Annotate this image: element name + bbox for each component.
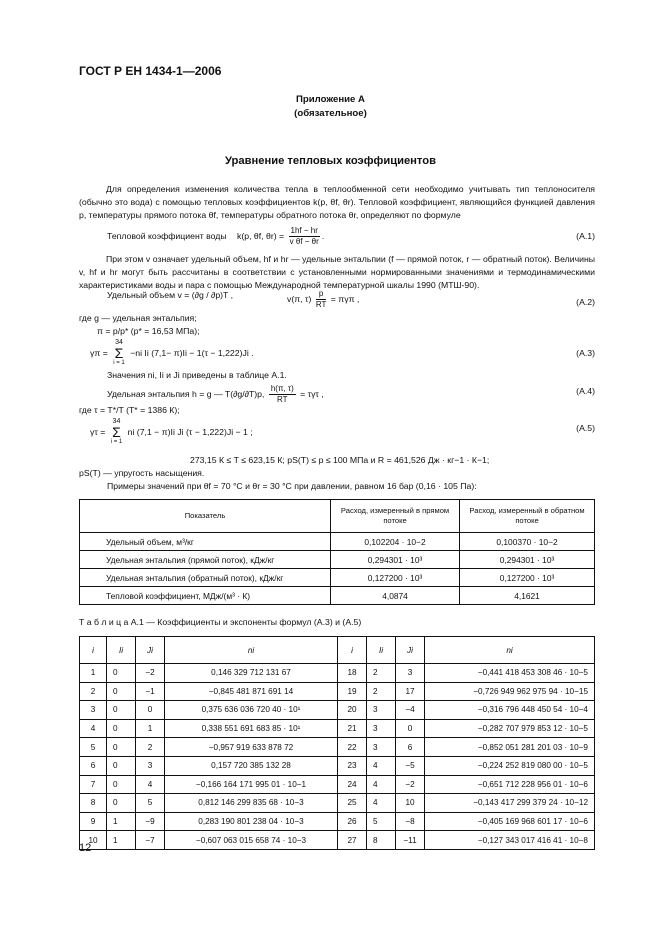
coef-table-row (80, 812, 595, 831)
coef-table-cell: −0,166 164 171 995 01 · 10−1 (165, 775, 338, 794)
eq-a1-fraction (289, 226, 320, 247)
table-caption: Т а б л и ц а А.1 — Коэффициенты и экспоненты формул (А.3) и (А.5) (79, 617, 362, 627)
coef-table-cell: 24 (338, 775, 367, 794)
eq-a1-den: v θf − θr (289, 237, 319, 246)
coef-table-cell: −0,316 796 448 450 54 · 10−4 (425, 701, 595, 720)
example-table-row (80, 569, 595, 587)
eq-a5-lhs: γτ = (90, 427, 106, 437)
example-table-cell: Удельная энтальпия (обратный поток), кДж/кг (80, 569, 331, 587)
coef-table-cell: 4 (367, 794, 396, 813)
example-table-cell: 0,127200 · 10³ (460, 569, 595, 587)
eq-a5-sum (111, 417, 123, 447)
coef-header-cell: ni (425, 637, 595, 664)
coef-table-cell: −0,441 418 453 308 46 · 10−5 (425, 664, 595, 683)
coef-table-cell: 6 (80, 756, 107, 775)
eq-a4-rhs: = τγτ , (300, 388, 324, 399)
coef-table-cell: 0 (136, 701, 165, 720)
coef-table-row (80, 775, 595, 794)
example-table-cell: 0,127200 · 10³ (331, 569, 460, 587)
coef-table-cell: −0,127 343 017 416 41 · 10−8 (425, 831, 595, 850)
example-table-cell: 0,294301 · 10³ (331, 551, 460, 569)
eq-a4-fraction (269, 384, 296, 405)
example-table-cell: Тепловой коэффициент, МДж/(м³ · К) (80, 587, 331, 605)
equation-a2-label: Удельный объем v = (∂g / ∂p)T , (107, 290, 234, 300)
coef-table-cell: 10 (396, 794, 425, 813)
coef-table-cell: 0 (107, 775, 136, 794)
coef-table-cell: 1 (107, 831, 136, 850)
coef-table-cell: 4 (367, 756, 396, 775)
coef-header-cell: Ii (107, 637, 136, 664)
coef-table-cell: 1 (107, 812, 136, 831)
eq-a3-upper: 34 (115, 339, 123, 346)
coef-table-cell: 3 (367, 719, 396, 738)
coef-table-cell: 6 (396, 738, 425, 757)
coef-table-cell: 0 (107, 682, 136, 701)
example-header-cell: Расход, измеренный в обратном потоке (460, 500, 595, 533)
coef-table-cell: 3 (396, 664, 425, 683)
eq-a2-den: RT (315, 300, 327, 309)
pi-definition: π = p/p* (p* = 16,53 МПа); (97, 326, 200, 336)
coef-table-cell: 25 (338, 794, 367, 813)
eq-a2-rhs: = πγπ , (330, 293, 360, 304)
coef-table-cell: −2 (396, 775, 425, 794)
coef-table-cell: 7 (80, 775, 107, 794)
example-table-row (80, 587, 595, 605)
eq-a3-number: (А.3) (576, 348, 595, 358)
coef-table-cell: 10 (80, 831, 107, 850)
coef-table-cell: 19 (338, 682, 367, 701)
coef-table-cell: 0,375 636 036 720 40 · 10¹ (165, 701, 338, 720)
sigma-symbol: Σ (112, 424, 121, 440)
annex-status: (обязательное) (294, 108, 367, 119)
coef-table-cell: 0 (107, 794, 136, 813)
example-table (79, 499, 595, 605)
range-statement: 273,15 К ≤ T ≤ 623,15 К; pS(T) ≤ p ≤ 100 МПа и R = 461,526 Дж · кг−1 · К−1; (190, 455, 490, 465)
coef-table-cell: 5 (136, 794, 165, 813)
coef-table-row (80, 682, 595, 701)
eq-a1-label: Тепловой коэффициент воды (107, 230, 227, 241)
equation-a1: Тепловой коэффициент воды k(p, θf, θr) = $\frac{1hf - hr}{\text{v θf − θr}}$ . (107, 226, 325, 246)
coef-table-cell: −5 (396, 756, 425, 775)
coef-table-cell: 1 (80, 664, 107, 683)
example-table-cell: Удельная энтальпия (прямой поток), кДж/кг (80, 551, 331, 569)
eq-a5-number: (А.5) (576, 423, 595, 433)
example-table-cell: Удельный объем, м³/кг (80, 533, 331, 551)
coef-header-cell: i (338, 637, 367, 664)
example-table-row (80, 551, 595, 569)
sigma-symbol: Σ (114, 345, 124, 361)
coef-table-row (80, 756, 595, 775)
coef-table-cell: 27 (338, 831, 367, 850)
coef-table-cell: 2 (367, 682, 396, 701)
coef-table-cell: −0,405 169 968 601 17 · 10−6 (425, 812, 595, 831)
example-table-cell: 4,0874 (331, 587, 460, 605)
eq-a3-lower: i = 1 (113, 360, 125, 366)
where-g: где g — удельная энтальпия; (79, 313, 197, 323)
coef-table-cell: 17 (396, 682, 425, 701)
example-table-header (80, 500, 595, 533)
annex-title: Приложение А (296, 94, 365, 105)
example-table-cell: 4,1621 (460, 587, 595, 605)
coef-table-cell: 2 (80, 682, 107, 701)
examples-intro: Примеры значений при θf = 70 °С и θr = 30 °С при давлении, равном 16 бар (0,16 · 105 Па): (107, 481, 477, 491)
eq-a2-num: p (316, 289, 327, 300)
eq-a1-num: 1hf − hr (290, 226, 318, 235)
coef-table-cell: 21 (338, 719, 367, 738)
coef-table-cell: 8 (80, 794, 107, 813)
coef-table-cell: −0,224 252 819 080 00 · 10−5 (425, 756, 595, 775)
coef-table-cell: −0,607 063 015 658 74 · 10−3 (165, 831, 338, 850)
coef-table-cell: −7 (136, 831, 165, 850)
coef-table-cell: 2 (367, 664, 396, 683)
coef-table-header (80, 637, 595, 664)
coef-table-cell: −0,852 051 281 201 03 · 10−9 (425, 738, 595, 757)
page-number: 12 (79, 842, 92, 854)
coef-table-cell: 1 (136, 719, 165, 738)
eq-a4-label: Удельная энтальпия h = g — T(∂g/∂T)p, (107, 388, 265, 399)
coef-table-row (80, 701, 595, 720)
saturation-note: pS(T) — упругость насыщения. (79, 468, 205, 478)
equation-a4 (107, 384, 324, 405)
coef-table-cell: 3 (367, 738, 396, 757)
coef-table-cell: 0 (107, 664, 136, 683)
coef-table-row (80, 738, 595, 757)
coef-table-cell: 18 (338, 664, 367, 683)
tau-definition: где τ = T*/T (T* = 1386 К); (79, 405, 180, 415)
coef-table-cell: −1 (136, 682, 165, 701)
example-header-cell: Показатель (80, 500, 331, 533)
example-table-cell: 0,100370 · 10−2 (460, 533, 595, 551)
coef-table-cell: 5 (367, 812, 396, 831)
coef-table-cell: −11 (396, 831, 425, 850)
coef-table-cell: −0,282 707 979 853 12 · 10−5 (425, 719, 595, 738)
coef-table-cell: 3 (136, 756, 165, 775)
coef-table-cell: −0,143 417 299 379 24 · 10−12 (425, 794, 595, 813)
coef-table-cell: 0 (107, 756, 136, 775)
eq-a5-lower: i = 1 (110, 439, 123, 445)
example-table-row (80, 533, 595, 551)
coef-table-cell: 26 (338, 812, 367, 831)
coef-table-cell: 0,146 329 712 131 67 (165, 664, 338, 683)
eq-a1-lhs: k(p, θf, θr) = (237, 230, 285, 241)
eq-a2-lhs: v(π, τ) (287, 293, 312, 304)
coef-table-cell: 0,157 720 385 132 28 (165, 756, 338, 775)
standard-header: ГОСТ Р ЕН 1434-1—2006 (79, 64, 222, 78)
coef-table-cell: −8 (396, 812, 425, 831)
coef-table-cell: −0,726 949 962 975 94 · 10−15 (425, 682, 595, 701)
coef-table-cell: 3 (80, 701, 107, 720)
coef-table-cell: 0,812 146 299 835 68 · 10−3 (165, 794, 338, 813)
coef-table-cell: 0 (107, 701, 136, 720)
eq-a2-number: (А.2) (576, 297, 595, 307)
eq-a3-lhs: γπ = (90, 348, 108, 358)
coef-table-cell: −0,957 919 633 878 72 (165, 738, 338, 757)
eq-a2-fraction (316, 289, 327, 310)
paragraph-2: При этом v означает удельный объем, hf и hr — удельные энтальпии (f — прямой поток, r — обратный поток). Величины v, hf и hr могут быть рассчитаны в соответствии с установленными нормированными значениями и термодинамическими характеристиками воды и пара с помощью Международной температурной шкалы 1990 (МТШ-90). (79, 254, 595, 291)
eq-a4-number: (А.4) (576, 386, 595, 396)
coef-table-row (80, 831, 595, 850)
coef-header-cell: Ji (136, 637, 165, 664)
coef-table-cell: 0,338 551 691 683 85 · 10¹ (165, 719, 338, 738)
section-title: Уравнение тепловых коэффициентов (225, 155, 436, 167)
coef-table-cell: 22 (338, 738, 367, 757)
coef-table-cell: 0 (107, 719, 136, 738)
eq-a1-number: (А.1) (576, 231, 595, 241)
coef-table-cell: −0,651 712 228 956 01 · 10−6 (425, 775, 595, 794)
coef-table-cell: 20 (338, 701, 367, 720)
equation-a5 (90, 417, 253, 447)
eq-a3-body: −ni Ii (7,1− π)Ii − 1(τ − 1,222)Ji . (130, 348, 254, 358)
coef-header-cell: Ji (396, 637, 425, 664)
coef-table-cell: 9 (80, 812, 107, 831)
coef-table-cell: 0 (396, 719, 425, 738)
eq-a5-upper: 34 (112, 418, 121, 425)
coef-table-row (80, 664, 595, 683)
coef-table-cell: −4 (396, 701, 425, 720)
coef-header-cell: Ii (367, 637, 396, 664)
coefficient-table (79, 636, 595, 850)
coef-table-cell: 8 (367, 831, 396, 850)
coef-table-row (80, 719, 595, 738)
coef-table-cell: −0,845 481 871 691 14 (165, 682, 338, 701)
coef-table-cell: 5 (80, 738, 107, 757)
intro-paragraph: Для определения изменения количества тепла в теплообменной сети необходимо учитывать тип теплоносителя (обычно это вода) с помощью тепловых коэффициентов k(p, θf, θr). Тепловой коэффициент, являющийся функцией давления p, температуры прямого потока θf, температуры обратного потока θr, определяют по формуле (79, 184, 595, 221)
example-table-cell: 0,294301 · 10³ (460, 551, 595, 569)
equation-a2 (287, 289, 359, 310)
eq-a5-body: ni (7,1 − π)Ii Ji (τ − 1,222)Ji − 1 ; (127, 427, 253, 437)
coef-table-cell: 0,283 190 801 238 04 · 10−3 (165, 812, 338, 831)
coef-table-cell: 23 (338, 756, 367, 775)
coef-header-cell: ni (165, 637, 338, 664)
coef-table-cell: 4 (367, 775, 396, 794)
coef-table-cell: 0 (107, 738, 136, 757)
eq-a3-sum (113, 338, 125, 368)
coef-table-cell: 3 (367, 701, 396, 720)
eq-a4-num: h(π, τ) (270, 384, 294, 393)
coef-table-cell: 4 (80, 719, 107, 738)
equation-a3 (90, 338, 254, 368)
coef-table-cell: −9 (136, 812, 165, 831)
example-header-cell: Расход, измеренный в прямом потоке (331, 500, 460, 533)
coef-table-row (80, 794, 595, 813)
coef-header-cell: i (80, 637, 107, 664)
coef-table-cell: 2 (136, 738, 165, 757)
coef-table-cell: −2 (136, 664, 165, 683)
eq-a4-den: RT (277, 395, 288, 404)
coef-table-cell: 4 (136, 775, 165, 794)
values-note: Значения ni, Ii и Ji приведены в таблице А.1. (107, 370, 287, 380)
example-table-cell: 0,102204 · 10−2 (331, 533, 460, 551)
